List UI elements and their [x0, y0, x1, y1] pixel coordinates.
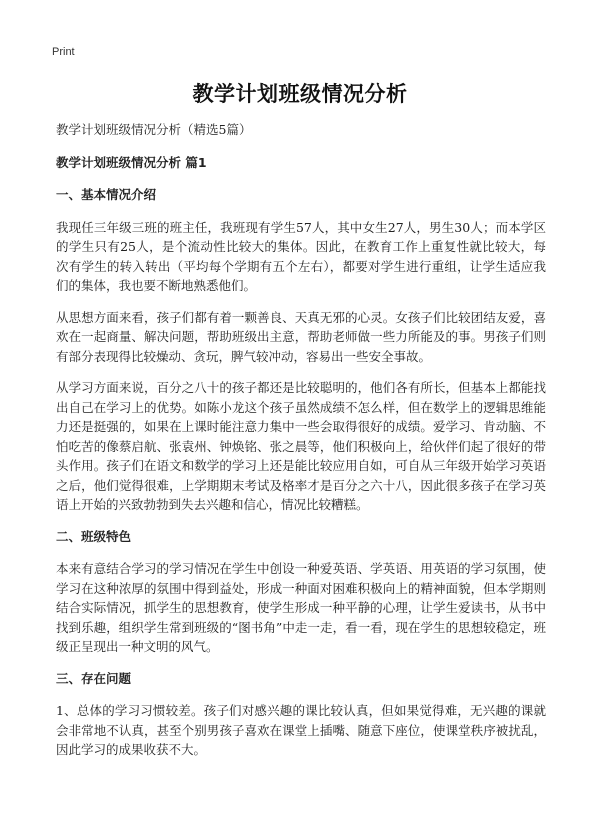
document-title: 教学计划班级情况分析 [192, 82, 408, 106]
document-body [56, 120, 546, 772]
section-heading: 一、基本情况介绍 [56, 187, 157, 202]
paragraph: 我现任三年级三班的班主任，我班现有学生57人，其中女生27人，男生30人；而本学区的学生只有25人，是个流动性比较大的集体。因此，在教育工作上重复性就比较大，每次有学生的转入转出（平均每个学期有五个左右），都要对学生进行重组，让学生适应我们的集体，我也要不断地熟悉他们。 [56, 219, 546, 293]
section-class-features [56, 527, 546, 657]
section-heading: 三、存在问题 [56, 670, 132, 686]
paragraph: 从学习方面来说，百分之八十的孩子都还是比较聪明的，他们各有所长，但基本上都能找出自己在学习上的优势。如陈小龙这个孩子虽然成绩不怎么样，但在数学上的逻辑思维能力还是挺强的，如果在上课时能注意力集中一些会取得很好的成绩。爱学习、肯动脑、不怕吃苦的像蔡启航、张袁州、钟焕铭、张之晨等，他们积极向上，给伙伴们起了很好的带头作用。孩子们在语文和数学的学习上还是能比较应用自如，可自从三年级开始学习英语之后，他们觉得很难，上学期期末考试及格率才是百分之六十八，因此很多孩子在学习英语上开始的兴致勃勃到失去兴趣和信心，情况比较糟糕。 [56, 380, 546, 512]
print-label[interactable]: Print [52, 46, 75, 58]
section-problems [56, 669, 546, 760]
section-heading: 二、班级特色 [56, 528, 132, 544]
section-basic-info [56, 185, 546, 515]
paragraph: 从思想方面来看，孩子们都有着一颗善良、天真无邪的心灵。女孩子们比较团结友爱，喜欢在一起商量、解决问题，帮助班级出主意，帮助老师做一些力所能及的事。男孩子们则有部分表现得比较燥动、贪玩，脾气较冲动，容易出一些安全事故。 [56, 309, 546, 364]
paragraph: 1、总体的学习习惯较差。孩子们对感兴趣的课比较认真，但如果觉得难，无兴趣的课就会非常地不认真，甚至个别男孩子喜欢在课堂上插嘴、随意下座位，使课堂秩序被扰乱，因此学习的成果收获不大。 [56, 703, 546, 757]
document-subtitle: 教学计划班级情况分析（精选5篇） [56, 122, 252, 137]
paragraph: 本来有意结合学习的学习情况在学生中创设一种爱英语、学英语、用英语的学习氛围，使学习在这种浓厚的氛围中得到益处，形成一种面对困难积极向上的精神面貌，但本学期则结合实际情况，抓学生的思想教育，使学生形成一种平静的心理，让学生爱读书，从书中找到乐趣，组织学生常到班级的“图书角”中走一走，看一看，现在学生的思想较稳定，班级正呈现出一种文明的风气。 [56, 561, 546, 654]
article-heading: 教学计划班级情况分析 篇1 [56, 154, 207, 170]
